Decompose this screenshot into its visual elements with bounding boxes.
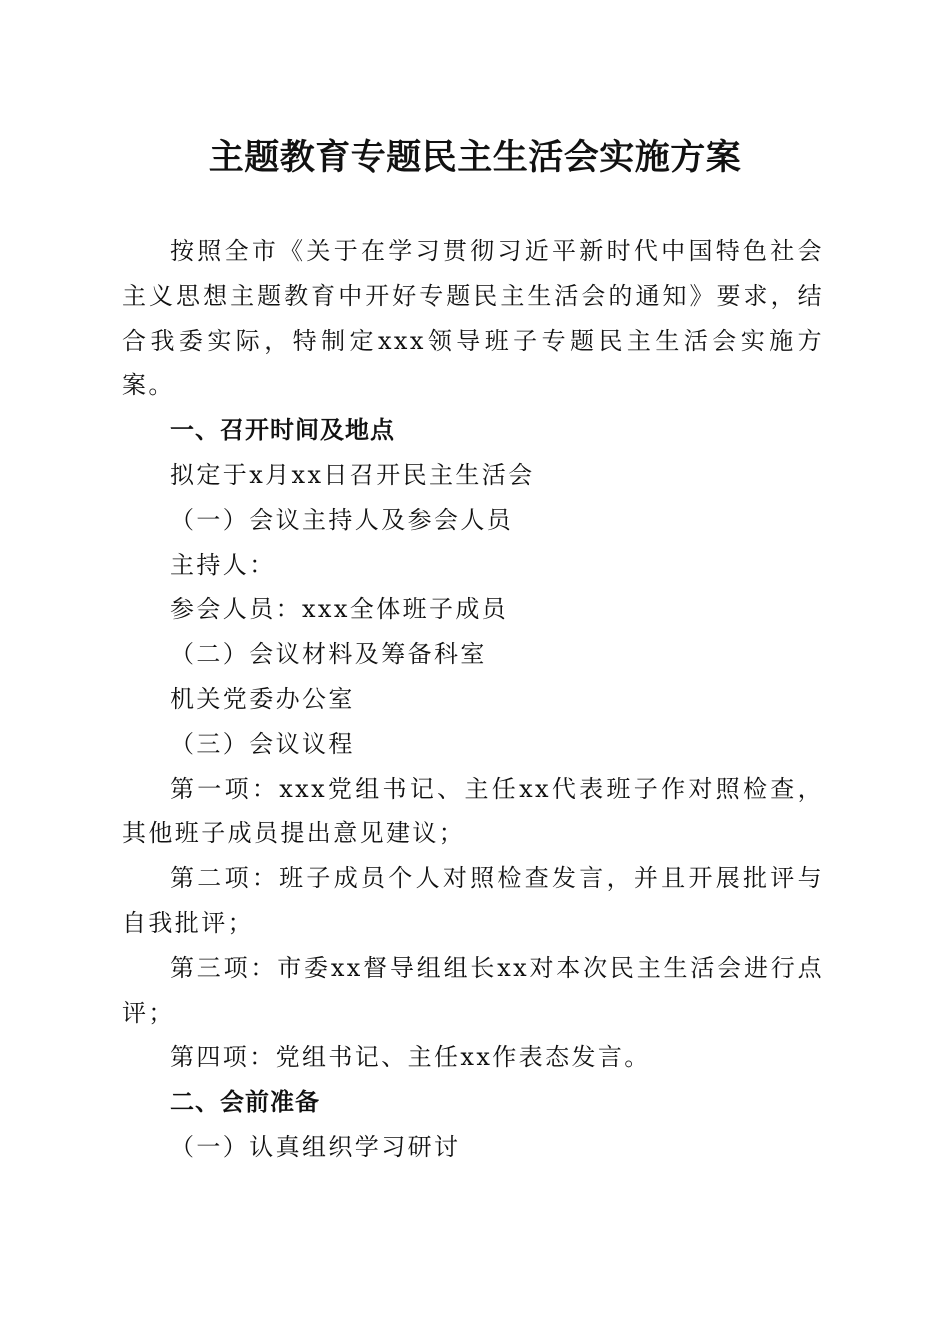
office-line: 机关党委办公室 (170, 684, 355, 713)
section-heading-1: 一、召开时间及地点 (170, 416, 395, 445)
intro-paragraph: 按照全市《关于在学习贯彻习近平新时代中国特色社会主义思想主题教育中开好专题民主生活会的通知》要求，结合我委实际，特制定xxx领导班子专题民主生活会实施方案。 (122, 237, 824, 400)
document-body (122, 229, 824, 1170)
agenda-item-2: 第二项：班子成员个人对照检查发言，并且开展批评与自我批评； (122, 864, 824, 937)
agenda-item-4: 第四项：党组书记、主任xx作表态发言。 (170, 1043, 651, 1072)
section-heading-2: 二、会前准备 (170, 1088, 320, 1117)
meeting-time-text: 拟定于x月xx日召开民主生活会 (170, 460, 535, 489)
agenda-item-3: 第三项：市委xx督导组组长xx对本次民主生活会进行点评； (122, 953, 824, 1027)
agenda-item-1: 第一项：xxx党组书记、主任xx代表班子作对照检查，其他班子成员提出意见建议； (122, 774, 824, 848)
subsection-heading-1-1: （一）会议主持人及参会人员 (170, 505, 514, 534)
document-title: 主题教育专题民主生活会实施方案 (208, 137, 742, 178)
attendees-line: 参会人员：xxx全体班子成员 (170, 595, 509, 624)
subsection-heading-2-1: （一）认真组织学习研讨 (170, 1132, 461, 1161)
host-line: 主持人： (170, 550, 276, 579)
subsection-heading-1-3: （三）会议议程 (170, 729, 355, 758)
subsection-heading-1-2: （二）会议材料及筹备科室 (170, 640, 487, 669)
